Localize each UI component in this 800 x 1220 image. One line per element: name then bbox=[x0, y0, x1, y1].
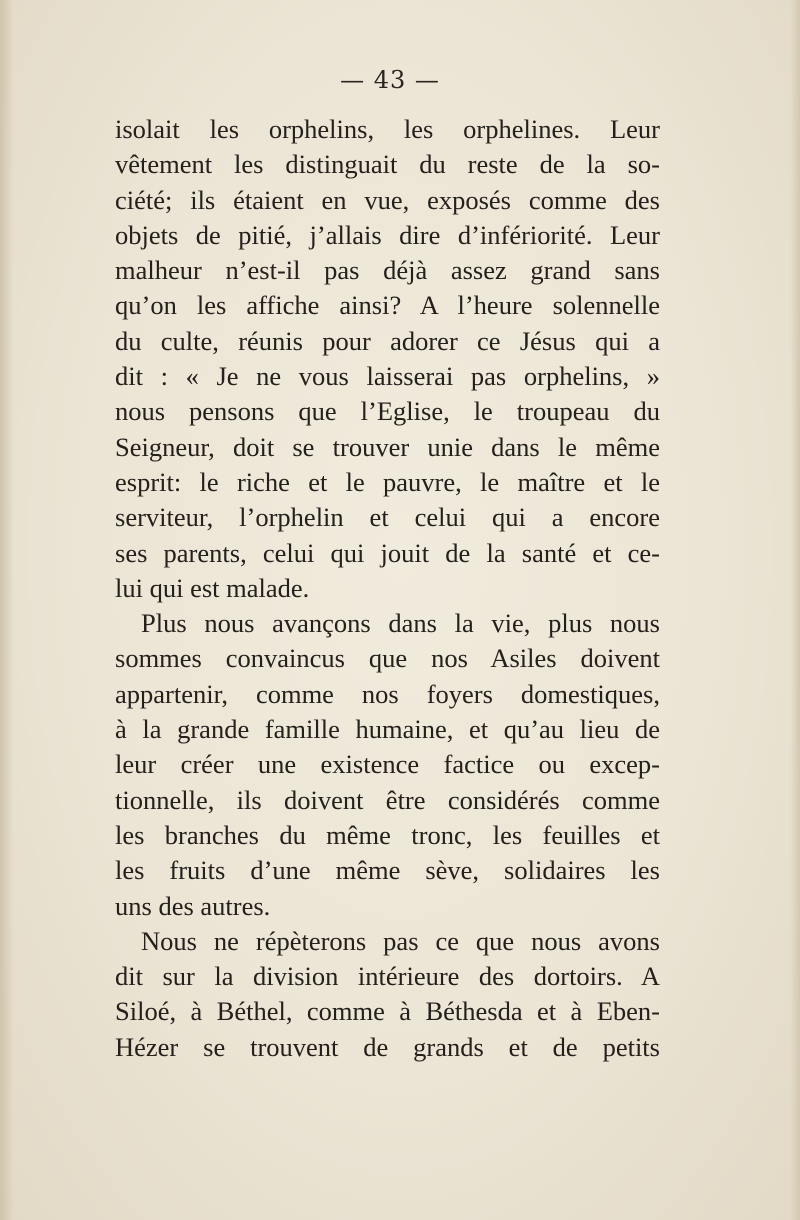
paragraph-end-line: lui qui est malade. bbox=[115, 572, 310, 603]
text-line: dit : « Je ne vous laisserai pas orphelins, » bbox=[115, 361, 660, 392]
page-edge-shadow-right bbox=[790, 0, 800, 1220]
body-text bbox=[115, 112, 660, 1065]
text-line: Seigneur, doit se trouver unie dans le même bbox=[115, 431, 660, 462]
text-line: isolait les orphelins, les orphelines. Leur bbox=[115, 114, 660, 144]
text-line: esprit: le riche et le pauvre, le maître et le bbox=[115, 466, 660, 497]
text-line: nous pensons que l’Eglise, le troupeau du bbox=[115, 396, 660, 427]
page-edge-shadow-left bbox=[0, 0, 14, 1220]
text-line: ses parents, celui qui jouit de la santé et ce- bbox=[115, 537, 660, 568]
text-line: vêtement les distinguait du reste de la so- bbox=[115, 149, 660, 180]
text-line: les branches du même tronc, les feuilles et bbox=[115, 819, 660, 850]
paragraph-start-line: Nous ne répèterons pas ce que nous avons bbox=[141, 925, 660, 956]
text-line: leur créer une existence factice ou excep- bbox=[115, 749, 660, 780]
text-line: tionnelle, ils doivent être considérés comme bbox=[115, 784, 660, 815]
paragraph-start-line: Plus nous avançons dans la vie, plus nous bbox=[141, 608, 660, 639]
text-line: ciété; ils étaient en vue, exposés comme des bbox=[115, 184, 660, 215]
text-line: les fruits d’une même sève, solidaires les bbox=[115, 855, 660, 886]
text-line: Siloé, à Béthel, comme à Béthesda et à Eben- bbox=[115, 996, 660, 1027]
text-line: objets de pitié, j’allais dire d’infériorité. Leur bbox=[115, 219, 660, 250]
text-line: à la grande famille humaine, et qu’au lieu de bbox=[115, 714, 660, 745]
text-line: serviteur, l’orphelin et celui qui a encore bbox=[115, 502, 660, 533]
text-line: appartenir, comme nos foyers domestiques, bbox=[115, 678, 660, 709]
paragraph-end-line: uns des autres. bbox=[115, 890, 271, 921]
text-line: dit sur la division intérieure des dortoirs. A bbox=[115, 961, 660, 992]
text-line: Hézer se trouvent de grands et de petits bbox=[115, 1031, 660, 1062]
text-line: sommes convaincus que nos Asiles doivent bbox=[115, 643, 660, 674]
text-line: malheur n’est-il pas déjà assez grand sans bbox=[115, 255, 660, 286]
text-line: du culte, réunis pour adorer ce Jésus qui a bbox=[115, 325, 660, 356]
page-number: — 43 — bbox=[340, 66, 440, 94]
text-line: qu’on les affiche ainsi? A l’heure solennelle bbox=[115, 290, 660, 321]
